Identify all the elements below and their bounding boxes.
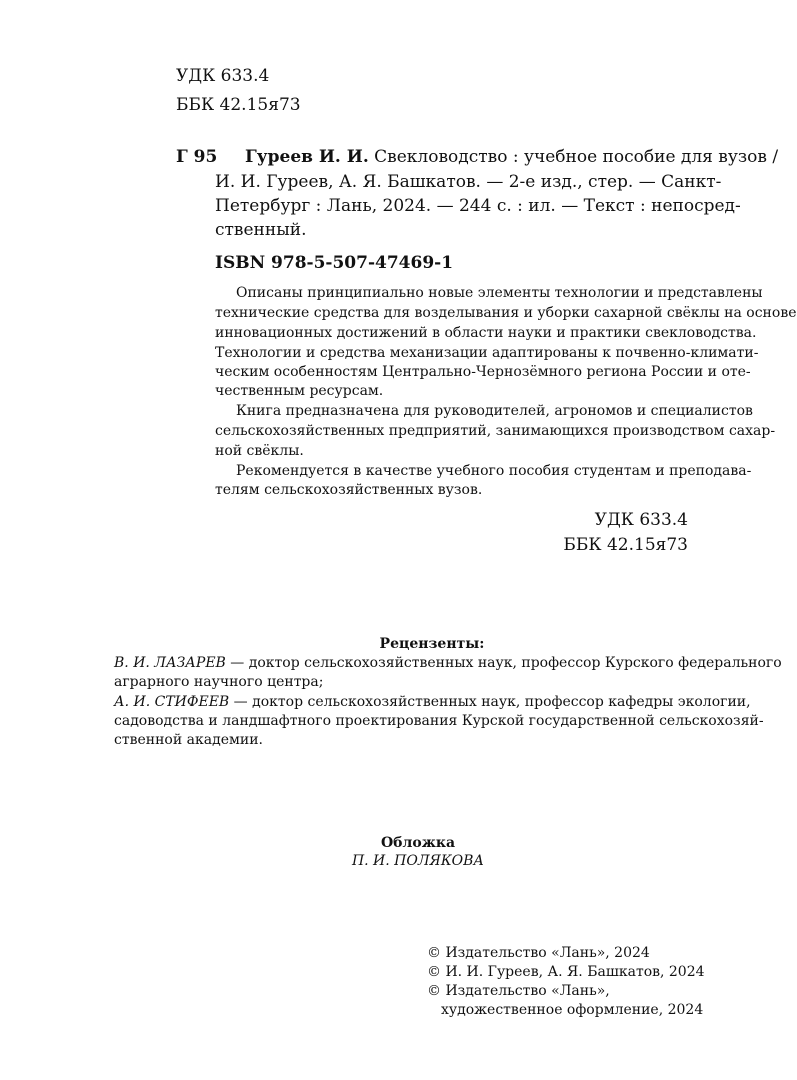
reviewer-1-line-2: аграрного научного центра; bbox=[114, 674, 324, 690]
annotation-line-1: Описаны принципиально новые элементы технологии и представлены bbox=[236, 285, 763, 301]
annotation-line-10: Рекомендуется в качестве учебного пособия студентам и преподава- bbox=[236, 463, 752, 479]
cover-heading: Обложка bbox=[380, 835, 456, 851]
reviewer-2-name: А. И. СТИФЕЕВ bbox=[114, 694, 230, 710]
annotation-line-11: телям сельскохозяйственных вузов. bbox=[215, 482, 483, 498]
catalog-line-4: ственный. bbox=[215, 220, 307, 240]
copyright-line-2: © И. И. Гуреев, А. Я. Башкатов, 2024 bbox=[427, 964, 705, 980]
annotation-line-6: чественным ресурсам. bbox=[215, 383, 384, 399]
reviewer-1-name: В. И. ЛАЗАРЕВ bbox=[114, 655, 226, 671]
catalog-line-1 bbox=[245, 147, 779, 167]
reviewer-2-line-1 bbox=[114, 694, 751, 710]
reviewer-2-line-3: ственной академии. bbox=[114, 732, 263, 748]
catalog-line-3: Петербург : Лань, 2024. — 244 с. : ил. — Текст : непосред- bbox=[215, 196, 741, 216]
copyright-line-3: © Издательство «Лань», bbox=[427, 983, 610, 999]
reviewer-1-line-1 bbox=[114, 655, 782, 671]
catalog-line-2: И. И. Гуреев, А. Я. Башкатов. — 2-е изд., стер. — Санкт- bbox=[215, 172, 722, 192]
annotation-line-8: сельскохозяйственных предприятий, занимающихся производством сахар- bbox=[215, 423, 776, 439]
annotation-line-7: Книга предназначена для руководителей, агрономов и специалистов bbox=[236, 403, 753, 419]
annotation-line-2: технические средства для возделывания и уборки сахарной свёклы на основе bbox=[215, 305, 797, 321]
reviewer-1-desc: — доктор сельскохозяйственных наук, профессор Курского федерального bbox=[225, 655, 782, 671]
bbk-bottom: ББК 42.15я73 bbox=[563, 535, 688, 555]
udk-top: УДК 633.4 bbox=[176, 66, 270, 86]
udk-bottom: УДК 633.4 bbox=[594, 510, 688, 530]
copyright-line-1: © Издательство «Лань», 2024 bbox=[427, 945, 650, 961]
copyright-line-4: художественное оформление, 2024 bbox=[441, 1002, 704, 1018]
bbk-top: ББК 42.15я73 bbox=[176, 95, 301, 115]
isbn: ISBN 978-5-507-47469-1 bbox=[215, 253, 454, 273]
annotation-line-4: Технологии и средства механизации адаптированы к почвенно-климати- bbox=[215, 345, 759, 361]
annotation-line-3: инновационных достижений в области науки и практики свекловодства. bbox=[215, 325, 757, 341]
catalog-author: Гуреев И. И. bbox=[245, 147, 369, 167]
reviewer-2-line-2: садоводства и ландшафтного проектирования Курской государственной сельскохозяй- bbox=[114, 713, 764, 729]
annotation-line-9: ной свёклы. bbox=[215, 443, 304, 459]
annotation-line-5: ческим особенностям Центрально-Чернозёмного региона России и оте- bbox=[215, 364, 751, 380]
catalog-title: Свекловодство : учебное пособие для вузов / bbox=[368, 147, 779, 167]
reviewer-2-desc: — доктор сельскохозяйственных наук, профессор кафедры экологии, bbox=[229, 694, 751, 710]
cover-designer: П. И. ПОЛЯКОВА bbox=[351, 853, 485, 869]
author-mark: Г 95 bbox=[176, 147, 218, 167]
reviewers-heading: Рецензенты: bbox=[379, 636, 485, 652]
